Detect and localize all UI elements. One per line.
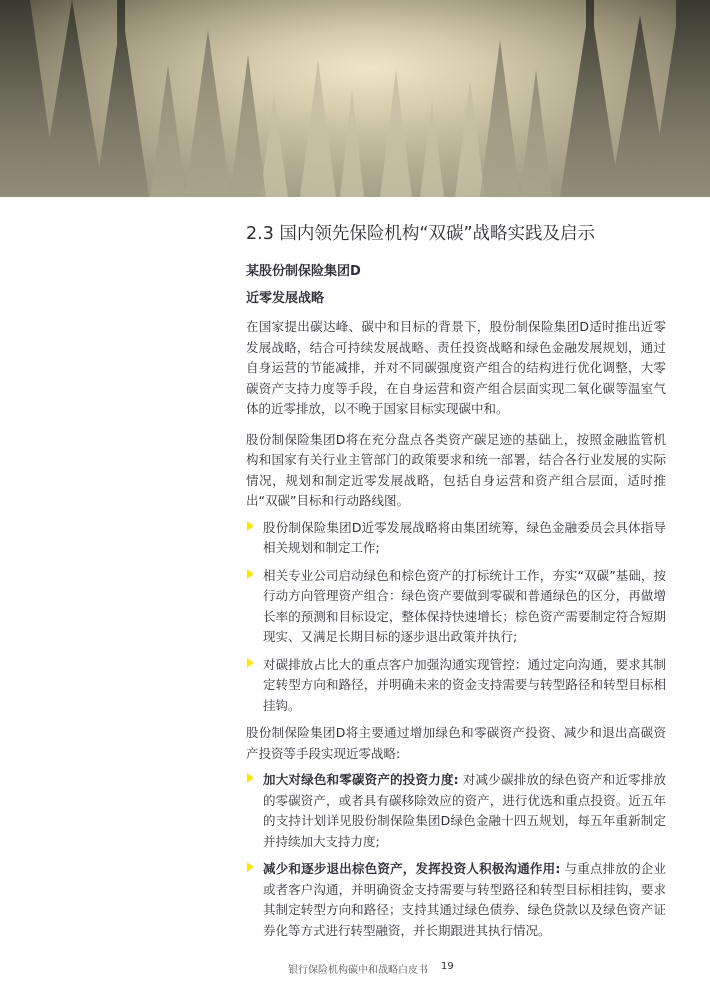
forest-hero-image (0, 0, 710, 197)
triangle-bullet-icon (247, 569, 254, 579)
triangle-bullet-icon (247, 521, 254, 531)
triangle-bullet-icon (247, 773, 254, 783)
forest-illustration (0, 0, 710, 197)
section-title: 2.3 国内领先保险机构“双碳”战略实践及启示 (246, 224, 596, 244)
list-item-text: 对减少碳排放的绿色资产和近零排放的零碳资产，或者具有碳移除效应的资产，进行优选和重点投资。近五年的支持计划详见股份制保险集团D绿色金融十四五规划，每五年重新制定并持续加大支持力度; (263, 772, 666, 849)
bullet-list-1 (246, 518, 666, 717)
main-content (246, 222, 666, 948)
paragraph-2: 股份制保险集团D将在充分盘点各类资产碳足迹的基础上，按照金融监管机构和国家有关行业主管部门的政策要求和统一部署，结合各行业发展的实际情况，规划和制定近零发展战略，包括自身运营和资产组合层面，适时推出“双碳”目标和行动路线图。 (246, 431, 666, 508)
footer-title: 银行保险机构碳中和战略白皮书 (288, 965, 428, 976)
company-title: 某股份制保险集团D (246, 264, 361, 279)
list-item-text: 相关专业公司启动绿色和棕色资产的打标统计工作，夯实“双碳”基础，按行动方向管理资产组合：绿色资产要做到零碳和普通绿色的区分，再做增长率的预测和目标设定，整体保持快速增长；棕色资产需要制定符合短期现实、又满足长期目标的逐步退出政策并执行; (263, 567, 666, 644)
list-item (246, 770, 666, 852)
paragraph-1: 在国家提出碳达峰、碳中和目标的背景下，股份制保险集团D适时推出近零发展战略，结合可持续发展战略、责任投资战略和绿色金融发展规划，通过自身运营的节能减排，并对不同碳强度资产组合的结构进行优化调整，大零碳资产支持力度等手段，在自身运营和资产组合层面实现二氧化碳等温室气体的近零排放，以不晚于国家目标实现碳中和。 (246, 319, 666, 416)
bullet-list-2 (246, 770, 666, 941)
list-item (246, 518, 666, 559)
list-item (246, 566, 666, 648)
triangle-bullet-icon (247, 862, 254, 872)
list-item (246, 859, 666, 941)
list-item-text: 股份制保险集团D近零发展战略将由集团统筹，绿色金融委员会具体指导相关规划和制定工作; (263, 519, 666, 555)
list-item-text: 与重点排放的企业或者客户沟通，并明确资金支持需要与转型路径和转型目标相挂钩，要求其制定转型方向和路径；支持其通过绿色债券、绿色贷款以及绿色资产证券化等方式进行转型融资，并长期跟进其执行情况。 (263, 861, 666, 938)
list-item-text: 对碳排放占比大的重点客户加强沟通实现管控：通过定向沟通，要求其制定转型方向和路径，并明确未来的资金支持需要与转型路径和转型目标相挂钩。 (263, 656, 666, 713)
list-item (246, 655, 666, 717)
strategy-title: 近零发展战略 (246, 291, 325, 306)
triangle-bullet-icon (247, 658, 254, 668)
paragraph-3: 股份制保险集团D将主要通过增加绿色和零碳资产投资、减少和退出高碳资产投资等手段实现近零战略: (246, 725, 666, 761)
list-item-lead: 加大对绿色和零碳资产的投资力度: (263, 772, 459, 787)
list-item-lead: 减少和逐步退出棕色资产，发挥投资人积极沟通作用: (263, 861, 561, 876)
page-number: 19 (441, 961, 454, 972)
